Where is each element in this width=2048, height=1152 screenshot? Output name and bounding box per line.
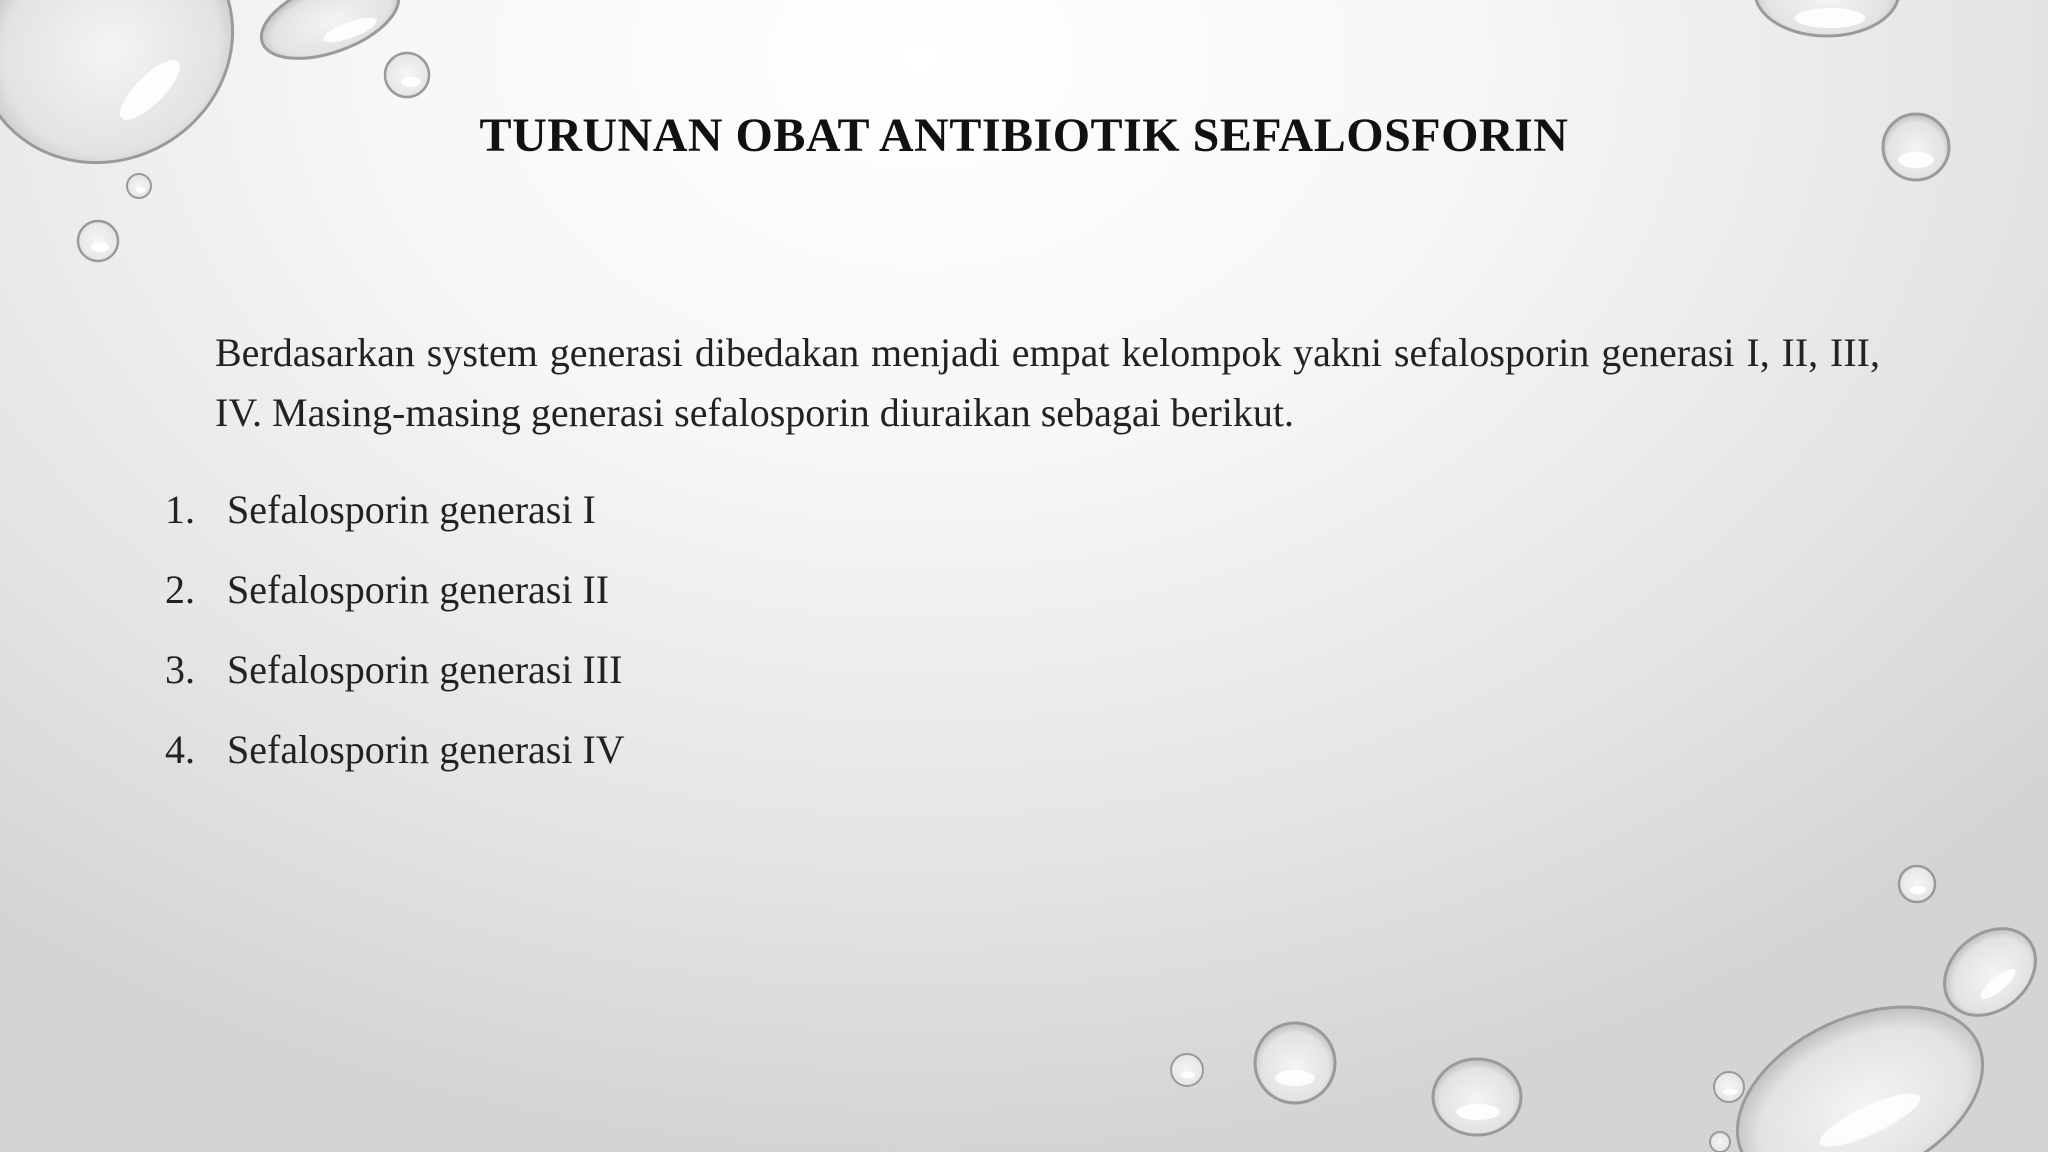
droplet-bottom-right-small-a — [1899, 866, 1935, 902]
generation-list — [165, 480, 625, 800]
droplet-top-left-large — [0, 0, 278, 209]
droplet-bottom-small-b — [1714, 1072, 1744, 1102]
list-item — [165, 720, 625, 800]
droplet-small-1 — [385, 53, 429, 97]
list-item-label: Sefalosporin generasi I — [227, 487, 596, 532]
list-item-label: Sefalosporin generasi II — [227, 567, 610, 612]
droplet-top-left-oval — [251, 0, 410, 75]
droplet-small-2 — [127, 174, 151, 198]
list-item-label: Sefalosporin generasi IV — [227, 727, 625, 772]
list-item — [165, 640, 625, 720]
list-item-number: 4. — [165, 727, 195, 772]
list-item-number: 3. — [165, 647, 195, 692]
droplet-bottom-right-oval — [1927, 911, 2048, 1033]
list-item-number: 2. — [165, 567, 195, 612]
list-item-label: Sefalosporin generasi III — [227, 647, 623, 692]
droplet-top-right-large — [1755, 0, 1899, 36]
slide-title: TURUNAN OBAT ANTIBIOTIK SEFALOSFORIN — [479, 109, 1569, 162]
list-item — [165, 560, 625, 640]
list-item-number: 1. — [165, 487, 195, 532]
droplet-bottom-small-d — [1171, 1054, 1203, 1086]
droplet-bottom-right-large — [1708, 971, 2011, 1152]
list-item — [165, 480, 625, 560]
droplet-bottom-medium-2 — [1433, 1059, 1521, 1135]
intro-paragraph: Berdasarkan system generasi dibedakan menjadi empat kelompok yakni sefalosporin generasi I, II, III, IV. Masing-masing generasi sefalosporin diuraikan sebagai berikut. — [215, 330, 1880, 435]
droplet-small-3 — [78, 221, 118, 261]
droplet-bottom-small-c — [1710, 1132, 1730, 1152]
droplet-bottom-medium-1 — [1255, 1023, 1335, 1103]
